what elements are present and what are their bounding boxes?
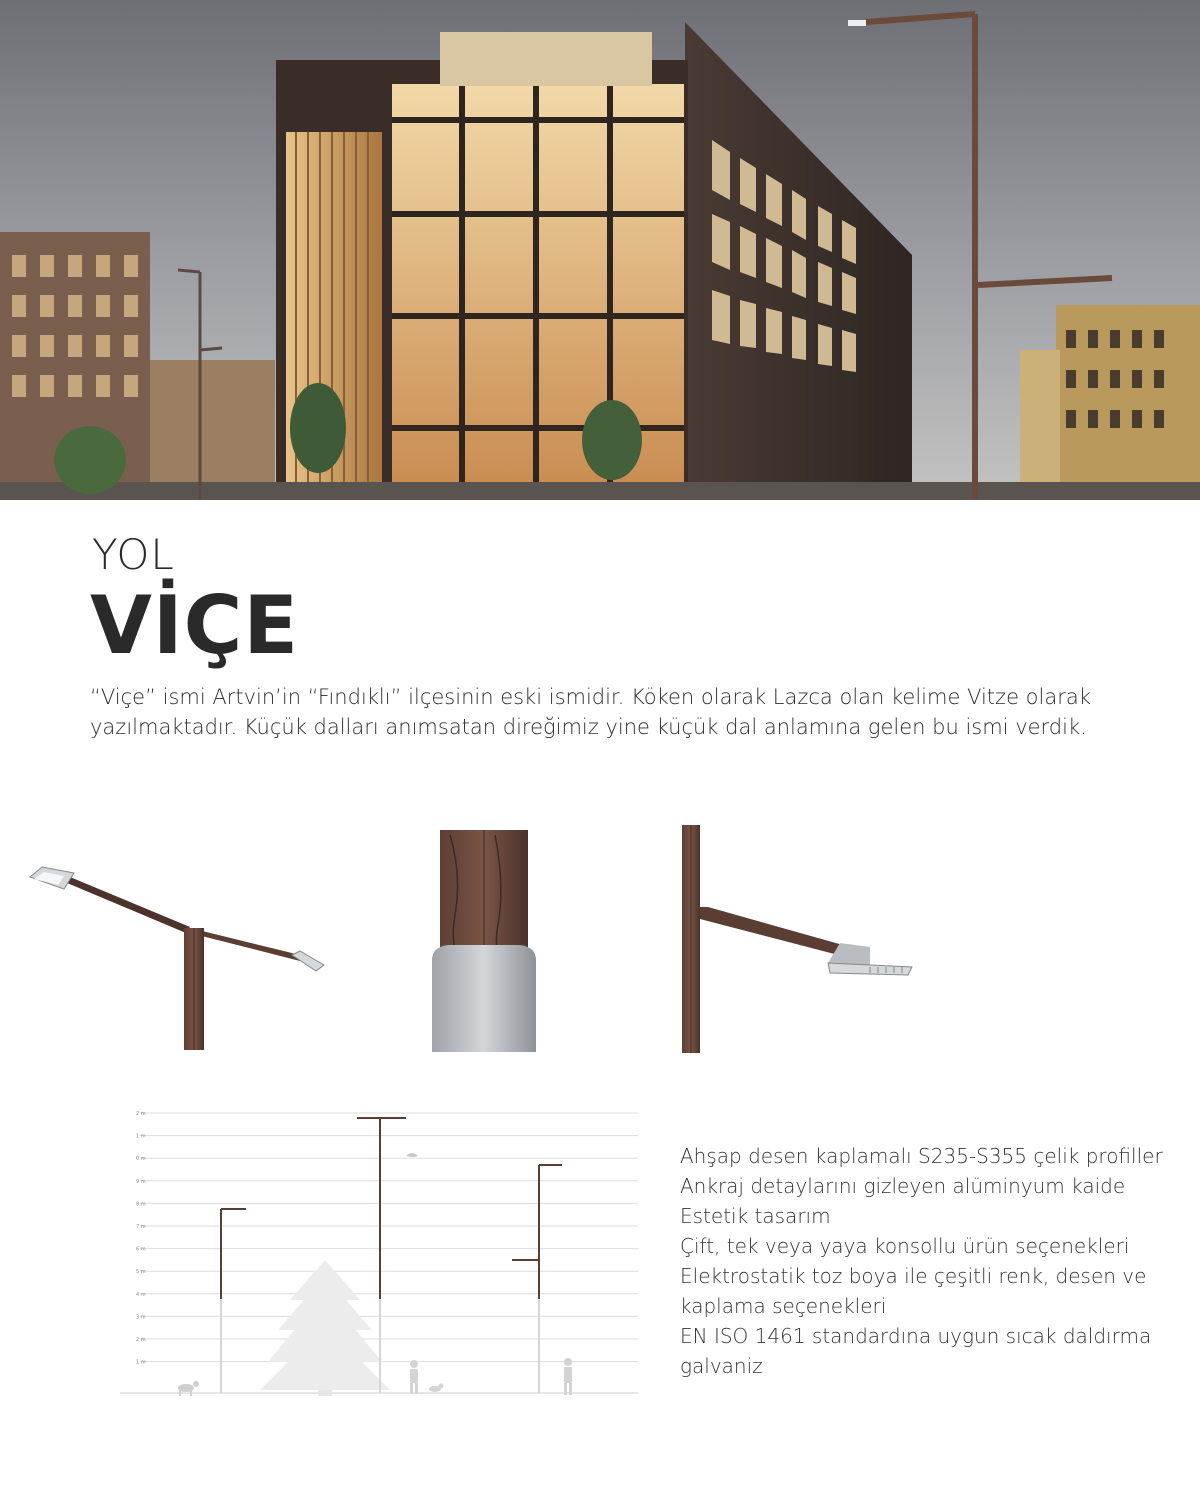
street xyxy=(0,482,1200,500)
feature-list xyxy=(680,1141,1180,1381)
height-label: 6 m xyxy=(136,1246,146,1253)
hero-photo xyxy=(0,0,1200,500)
height-label: 1 m xyxy=(136,1133,146,1140)
height-label: 2 m xyxy=(136,1337,146,1343)
height-label: 5 m xyxy=(136,1269,146,1276)
height-label: 0 m xyxy=(136,1156,146,1163)
left-building-2 xyxy=(150,360,275,500)
height-label: 1 m xyxy=(136,1359,146,1366)
dog-silhouette xyxy=(178,1381,199,1396)
product-description: “Viçe” ismi Artvin’in “Fındıklı” ilçesinin eski ismidir. Köken olarak Lazca olan kelime Vitze olarak yazılmaktadır. Küçük dalları anımsatan direğimiz yine küçük dal anlamına gelen bu ismi verdik. xyxy=(90,685,1091,739)
tree-left xyxy=(290,383,346,473)
height-label: 3 m xyxy=(136,1314,146,1321)
right-building xyxy=(1056,305,1200,500)
hero-illustration xyxy=(0,0,1200,500)
tree-far-left xyxy=(54,426,126,494)
pole-10m-pedestrian xyxy=(512,1165,562,1299)
tree-middle xyxy=(582,400,642,480)
tree-silhouette xyxy=(260,1260,390,1390)
height-label: 9 m xyxy=(136,1178,146,1185)
feature-item: Çift, tek veya yaya konsollu ürün seçenekleri xyxy=(680,1234,1130,1258)
category-label: YOL xyxy=(92,530,175,579)
bird-silhouette xyxy=(406,1153,418,1157)
height-label: 4 m xyxy=(136,1291,146,1298)
feature-item: EN ISO 1461 standardına uygun sıcak daldırma galvaniz xyxy=(680,1324,1152,1378)
person-walking-dog-silhouette xyxy=(410,1360,444,1394)
feature-item: Ahşap desen kaplamalı S235-S355 çelik profiller xyxy=(680,1144,1163,1168)
single-arm-luminaire-render xyxy=(682,825,912,1053)
product-title: VİÇE xyxy=(90,579,300,672)
feature-item: Estetik tasarım xyxy=(680,1204,831,1228)
height-diagram xyxy=(110,1100,650,1405)
right-building-2 xyxy=(1020,350,1060,500)
rooftop xyxy=(440,32,652,86)
pole-8m xyxy=(221,1209,246,1299)
person-silhouette xyxy=(564,1358,572,1395)
aluminium-base-render xyxy=(432,830,536,1052)
product-detail-renders xyxy=(0,815,1200,1065)
double-arm-luminaire-render xyxy=(30,867,324,1050)
height-label: 2 m xyxy=(136,1111,146,1117)
pole-12m xyxy=(357,1118,406,1299)
feature-item: Ankraj detaylarını gizleyen alüminyum kaide xyxy=(680,1174,1126,1198)
height-label: 8 m xyxy=(136,1201,146,1208)
feature-item: Elektrostatik toz boya ile çeşitli renk, desen ve kaplama seçenekleri xyxy=(680,1264,1147,1318)
height-label: 7 m xyxy=(136,1224,146,1230)
